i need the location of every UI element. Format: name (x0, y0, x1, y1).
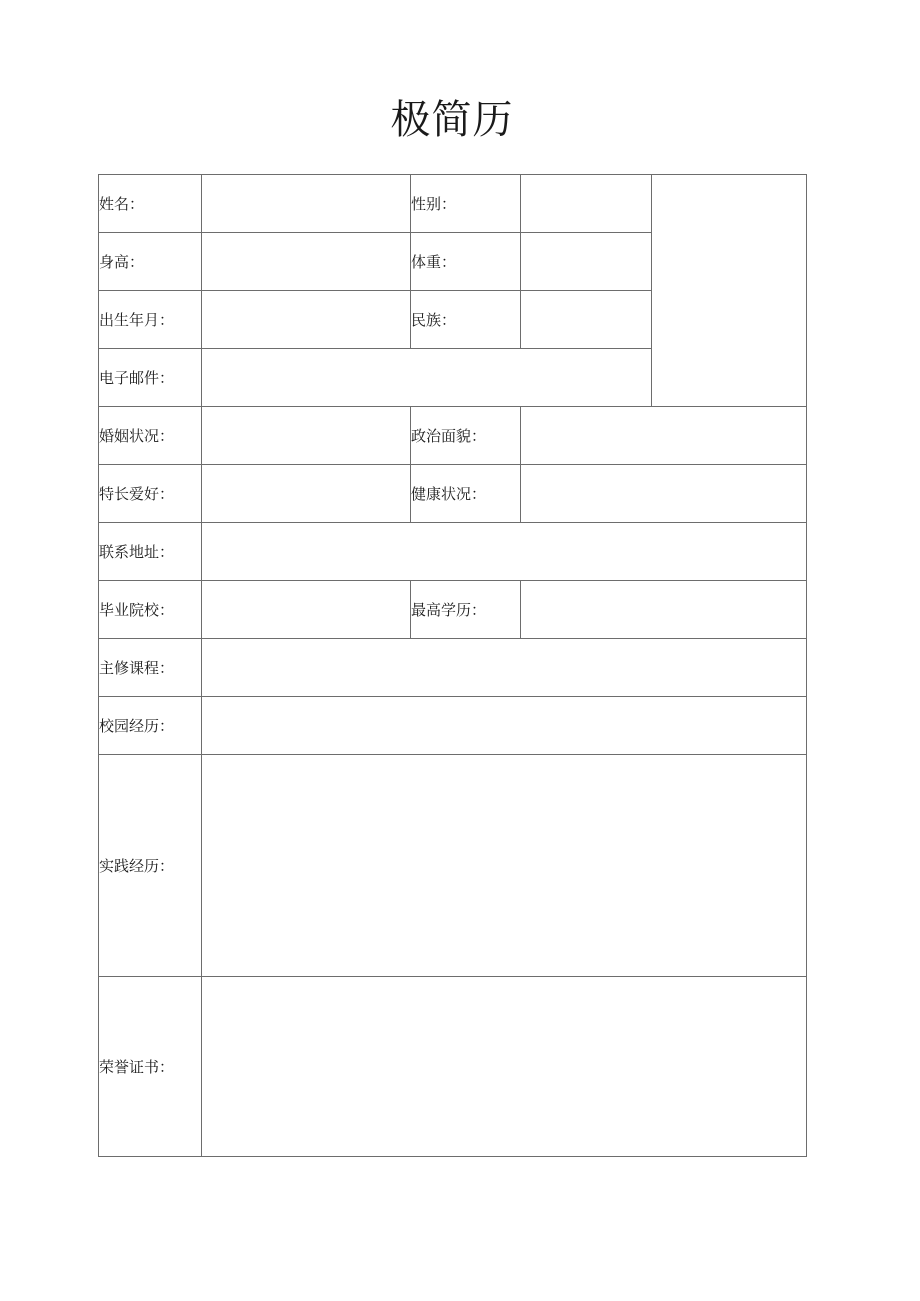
ethnicity-label: 民族： (411, 291, 521, 349)
photo-area[interactable] (652, 175, 807, 407)
campus-field[interactable] (202, 697, 807, 755)
honors-field[interactable] (202, 977, 807, 1157)
practice-field[interactable] (202, 755, 807, 977)
address-field[interactable] (202, 523, 807, 581)
gender-label: 性别： (411, 175, 521, 233)
height-label: 身高： (99, 233, 202, 291)
name-label: 姓名： (99, 175, 202, 233)
birth-field[interactable] (202, 291, 411, 349)
courses-field[interactable] (202, 639, 807, 697)
hobbies-field[interactable] (202, 465, 411, 523)
weight-label: 体重： (411, 233, 521, 291)
gender-field[interactable] (521, 175, 652, 233)
school-label: 毕业院校： (99, 581, 202, 639)
hobbies-label: 特长爱好： (99, 465, 202, 523)
resume-title: 极简历 (390, 97, 514, 143)
row-marital-political (99, 407, 807, 465)
row-name-gender (99, 175, 807, 233)
row-hobbies-health (99, 465, 807, 523)
email-label: 电子邮件： (99, 349, 202, 407)
political-label: 政治面貌： (411, 407, 521, 465)
courses-label: 主修课程： (99, 639, 202, 697)
row-campus (99, 697, 807, 755)
email-field[interactable] (202, 349, 652, 407)
school-field[interactable] (202, 581, 411, 639)
practice-label: 实践经历： (99, 755, 202, 977)
political-field[interactable] (521, 407, 807, 465)
health-field[interactable] (521, 465, 807, 523)
honors-label: 荣誉证书： (99, 977, 202, 1157)
weight-field[interactable] (521, 233, 652, 291)
row-practice (99, 755, 807, 977)
address-label: 联系地址： (99, 523, 202, 581)
marital-field[interactable] (202, 407, 411, 465)
health-label: 健康状况： (411, 465, 521, 523)
row-courses (99, 639, 807, 697)
marital-label: 婚姻状况： (99, 407, 202, 465)
birth-label: 出生年月： (99, 291, 202, 349)
education-label: 最高学历： (411, 581, 521, 639)
campus-label: 校园经历： (99, 697, 202, 755)
row-honors (99, 977, 807, 1157)
name-field[interactable] (202, 175, 411, 233)
height-field[interactable] (202, 233, 411, 291)
row-school-education (99, 581, 807, 639)
resume-form-table (98, 174, 807, 1157)
ethnicity-field[interactable] (521, 291, 652, 349)
education-field[interactable] (521, 581, 807, 639)
row-address (99, 523, 807, 581)
